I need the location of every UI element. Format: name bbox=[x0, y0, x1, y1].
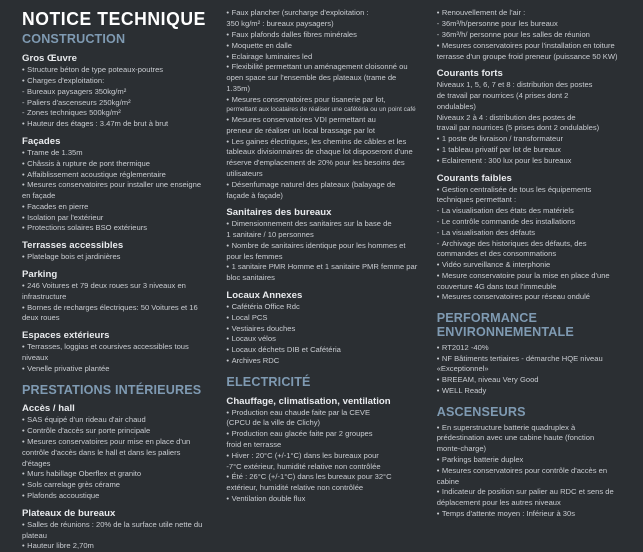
list-item: -7°C extérieur, humidité relative non contrôlée bbox=[226, 461, 381, 471]
list-item: tableaux divisionnaires de chaque lot disposeront d'une bbox=[226, 147, 413, 157]
list-item: • Locaux vélos bbox=[226, 334, 420, 345]
list-item: - La visualisation des états des matériels bbox=[437, 206, 631, 217]
list-item: • Affaiblissement acoustique réglementaire bbox=[22, 170, 210, 181]
list-item: techniques permettant : bbox=[436, 195, 517, 205]
list-item: extérieur, humidité relative non contrôlée bbox=[226, 483, 364, 493]
list-item: • WELL Ready bbox=[437, 386, 631, 397]
list-item: • Hiver : 20°C (+/-1°C) dans les bureaux pour bbox=[226, 451, 420, 462]
list-item: • 246 Voitures et 79 deux roues sur 3 niveaux en infrastructure bbox=[22, 281, 210, 303]
list-item: - 36m³/h/personne pour les bureaux bbox=[437, 19, 631, 30]
section-heading-performance-environnementale: PERFORMANCE ENVIRONNEMENTALE bbox=[436, 311, 574, 340]
list-item: • Renouvellement de l'air : bbox=[437, 8, 631, 19]
column-1 bbox=[6, 33, 216, 552]
list-item: • Été : 26°C (+/-1°C) dans les bureaux pour 32°C bbox=[226, 472, 420, 483]
spec-list bbox=[226, 8, 420, 201]
list-item: • Mesure conservatoire pour la mise en place d'une bbox=[437, 271, 631, 282]
subsection-heading: Courants faibles bbox=[436, 172, 512, 184]
list-item: • Mesures conservatoires pour l'installation en toiture bbox=[437, 41, 631, 52]
list-item: monte-charge) bbox=[436, 444, 487, 454]
spec-list bbox=[437, 80, 631, 166]
list-item: • Protections solaires BSO extérieurs bbox=[22, 223, 210, 234]
list-item: - Zones techniques 500kg/m² bbox=[22, 108, 210, 119]
subsection-heading: Parking bbox=[22, 269, 58, 281]
spec-list bbox=[22, 281, 210, 324]
list-item: de travail par nourrices (4 prises dont 2 bbox=[436, 91, 569, 101]
spec-list bbox=[437, 185, 631, 304]
list-item: • Charges d'exploitation: bbox=[22, 76, 210, 87]
list-item: permettant aux locataires de réaliser une cafétéria ou un point café bbox=[226, 106, 416, 114]
spec-list bbox=[22, 342, 210, 374]
list-item: couverture 4G dans tout l'immeuble bbox=[436, 281, 557, 291]
list-item: • Facades en pierre bbox=[22, 202, 210, 213]
subsection-heading: Gros Œuvre bbox=[22, 53, 77, 65]
list-item: • Contrôle d'accès sur porte principale bbox=[22, 426, 210, 437]
subsection-heading: Espaces extérieurs bbox=[22, 330, 110, 342]
list-item: • Faux plafonds dalles fibres minérales bbox=[226, 30, 420, 41]
list-item: • Salles de réunions : 20% de la surface utile nette du plateau bbox=[22, 520, 210, 542]
list-item: 1 sanitaire / 10 personnes bbox=[226, 230, 314, 240]
list-item: froid en terrasse bbox=[226, 439, 282, 449]
list-item: • Platelage bois et jardinières bbox=[22, 252, 210, 263]
list-item: - Le contrôle commande des installations bbox=[437, 217, 631, 228]
spec-list bbox=[22, 252, 210, 263]
column-2 bbox=[216, 8, 426, 504]
list-item: utilisateurs bbox=[226, 168, 263, 178]
section-heading-prestations-interieures: PRESTATIONS INTÉRIEURES bbox=[22, 382, 202, 397]
list-item: • Désenfumage naturel des plateaux (balayage de bbox=[226, 180, 420, 191]
section-heading-electricite: ELECTRICITÉ bbox=[226, 374, 311, 389]
list-item: • Temps d'attente moyen : Inférieur à 30s bbox=[437, 509, 631, 520]
list-item: open space sur l'ensemble des plateaux (trame de 1.35m) bbox=[226, 73, 397, 93]
list-item: preneur de réaliser un local brassage par lot bbox=[226, 125, 375, 135]
subsection-heading: Locaux Annexes bbox=[226, 290, 303, 302]
list-item: en façade bbox=[22, 191, 56, 201]
list-item: • Hauteur des étages : 3.47m de brut à brut bbox=[22, 119, 210, 130]
list-item: • SAS équipé d'un rideau d'air chaud bbox=[22, 415, 210, 426]
list-item: • Dimensionnement des sanitaires sur la base de bbox=[226, 219, 420, 230]
list-item: • Gestion centralisée de tous les équipements bbox=[437, 185, 631, 196]
list-item: - 36m³/h/ personne pour les salles de réunion bbox=[437, 30, 631, 41]
spec-list bbox=[226, 219, 420, 284]
list-item: • Mesures conservatoires pour contrôle d'accès en bbox=[437, 466, 631, 477]
list-item: • Mesures conservatoires pour tisanerie par lot, bbox=[226, 95, 420, 106]
list-item: • Locaux déchets DIB et Cafétéria bbox=[226, 345, 420, 356]
list-item: • Venelle privative plantée bbox=[22, 364, 210, 375]
subsection-heading: Courants forts bbox=[436, 68, 503, 80]
list-item: • Mesures conservatoires pour réseau ondulé bbox=[437, 292, 631, 303]
list-item: • Archives RDC bbox=[226, 356, 420, 367]
list-item: • NF Bâtiments tertiaires - démarche HQE niveau bbox=[437, 354, 631, 365]
section-heading-construction: CONSTRUCTION bbox=[22, 32, 126, 47]
list-item: • Flexibilité permettant un aménagement cloisonné ou bbox=[226, 62, 420, 73]
list-item: terrasse d'un groupe froid preneur (puissance 50 KW) bbox=[436, 51, 618, 61]
list-item: déplacement pour les autres niveaux bbox=[436, 498, 561, 508]
list-item: bloc sanitaires bbox=[226, 273, 275, 283]
list-item: • Isolation par l'extérieur bbox=[22, 213, 210, 224]
list-item: • 1 sanitaire PMR Homme et 1 sanitaire PMR femme par bbox=[226, 262, 420, 273]
subsection-heading: Terrasses accessibles bbox=[22, 240, 124, 252]
list-item: • Mesures conservatoires VDI permettant au bbox=[226, 115, 420, 126]
list-item: • Moquette en dalle bbox=[226, 41, 420, 52]
spec-list bbox=[437, 343, 631, 397]
list-item: deux roues bbox=[22, 313, 60, 323]
list-item: cabine bbox=[436, 476, 460, 486]
list-item: façade à façade) bbox=[226, 190, 283, 200]
list-item: • Plafonds accoustique bbox=[22, 491, 210, 502]
list-item: - Archivage des historiques des défauts, des bbox=[437, 239, 631, 250]
spec-list bbox=[22, 520, 210, 552]
list-item: Niveaux 2 à 4 : distribution des postes de bbox=[436, 112, 576, 122]
list-item: • Ventilation double flux bbox=[226, 494, 420, 505]
subsection-heading: Sanitaires des bureaux bbox=[226, 207, 332, 219]
subsection-heading: Chauffage, climatisation, ventilation bbox=[226, 395, 391, 407]
list-item: «Exceptionnel» bbox=[436, 364, 489, 374]
list-item: • Vidéo surveillance & interphonie bbox=[437, 260, 631, 271]
list-item: commandes et des consommations bbox=[436, 249, 557, 259]
list-item: pour les femmes bbox=[226, 251, 283, 261]
spec-list bbox=[22, 148, 210, 234]
list-item: • Hauteur libre 2,70m bbox=[22, 541, 210, 552]
list-item: prédestination avec une cabine haute (fonction bbox=[436, 433, 595, 443]
list-item: • Structure béton de type poteaux-poutres bbox=[22, 65, 210, 76]
list-item: - La visualisation des défauts bbox=[437, 228, 631, 239]
spec-list bbox=[226, 408, 420, 505]
list-item: contrôle d'accès dans le hall et dans les paliers d'étages bbox=[22, 447, 181, 468]
list-item: ondulables) bbox=[436, 101, 476, 111]
list-item: travail par nourrices (5 prises dont 2 ondulables) bbox=[436, 123, 600, 133]
list-item: • Local PCS bbox=[226, 313, 420, 324]
list-item: • 1 tableau privatif par lot de bureaux bbox=[437, 145, 631, 156]
list-item: • Trame de 1.35m bbox=[22, 148, 210, 159]
list-item: - Paliers d'ascenseurs 250kg/m² bbox=[22, 98, 210, 109]
list-item: • Eclairage luminaires led bbox=[226, 52, 420, 63]
list-item: • RT2012 -40% bbox=[437, 343, 631, 354]
section-heading-ascenseurs: ASCENSEURS bbox=[436, 404, 526, 419]
list-item: • Sols carrelage grès cérame bbox=[22, 480, 210, 491]
list-item: • Production eau glacée faite par 2 groupes bbox=[226, 429, 420, 440]
spec-list bbox=[22, 415, 210, 501]
spec-list bbox=[22, 65, 210, 130]
subsection-heading: Accès / hall bbox=[22, 403, 75, 415]
list-item: • Murs habillage Oberflex et granito bbox=[22, 469, 210, 480]
list-item: réserve d'emplacement de 20% pour les besoins des bbox=[226, 158, 405, 168]
list-item: - Bureaux paysagers 350kg/m² bbox=[22, 87, 210, 98]
list-item: • Terrasses, loggias et coursives accessibles tous niveaux bbox=[22, 342, 210, 364]
subsection-heading: Façades bbox=[22, 135, 61, 147]
list-item: • Bornes de recharges électriques: 50 Voitures et 16 bbox=[22, 303, 210, 314]
list-item: • Nombre de sanitaires identique pour les hommes et bbox=[226, 241, 420, 252]
list-item: • Production eau chaude faite par la CEVE bbox=[226, 408, 420, 419]
list-item: • Eclairement : 300 lux pour les bureaux bbox=[437, 156, 631, 167]
list-item: (CPCU de la ville de Clichy) bbox=[226, 418, 321, 428]
spec-list bbox=[437, 423, 631, 520]
list-item: • Faux plancher (surcharge d'exploitation : bbox=[226, 8, 420, 19]
list-item: • Indicateur de position sur palier au RDC et sens de bbox=[437, 487, 631, 498]
subsection-heading: Plateaux de bureaux bbox=[22, 507, 116, 519]
spec-list bbox=[226, 302, 420, 367]
list-item: Niveaux 1, 5, 6, 7 et 8 : distribution des postes bbox=[436, 80, 593, 90]
list-item: • Vestiaires douches bbox=[226, 324, 420, 335]
list-item: • 1 poste de livraison / transformateur bbox=[437, 134, 631, 145]
list-item: • En superstructure batterie quadruplex à bbox=[437, 423, 631, 434]
list-item: • Mesures conservatoires pour mise en place d'un bbox=[22, 437, 210, 448]
list-item: • Cafétéria Office Rdc bbox=[226, 302, 420, 313]
list-item: 350 kg/m² : bureaux paysagers) bbox=[226, 19, 334, 29]
page-title: NOTICE TECHNIQUE bbox=[22, 8, 206, 29]
list-item: • Les gaines électriques, les chemins de câbles et les bbox=[226, 137, 420, 148]
list-item: • Mesures conservatoires pour installer une enseigne bbox=[22, 180, 210, 191]
list-item: • Châssis à rupture de pont thermique bbox=[22, 159, 210, 170]
list-item: • Parkings batterie duplex bbox=[437, 455, 631, 466]
list-item: • BREEAM, niveau Very Good bbox=[437, 375, 631, 386]
column-3 bbox=[427, 8, 637, 519]
